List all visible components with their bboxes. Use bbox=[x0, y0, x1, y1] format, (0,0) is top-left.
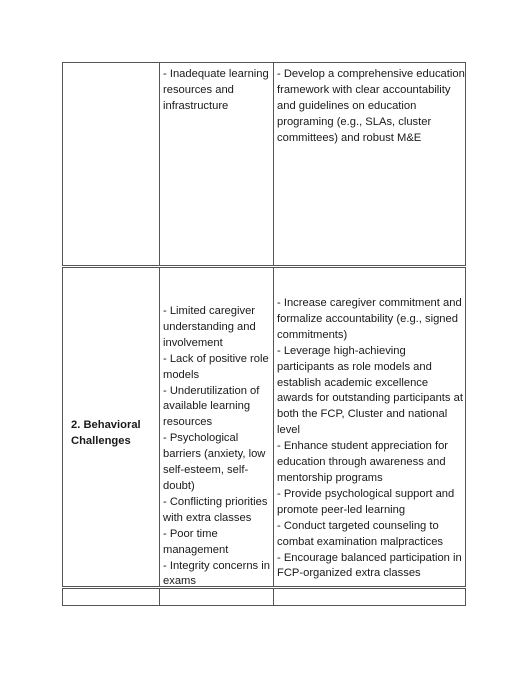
strategies-cell bbox=[274, 589, 466, 605]
strategies-text: - Develop a comprehensive education framework with clear accountability and guidelines on education programing (e.g., SLAs, cluster committees) and robust M&E bbox=[277, 68, 465, 144]
category-cell bbox=[62, 268, 160, 586]
category-label bbox=[63, 63, 159, 213]
category-label: 2. Behavioral Challenges bbox=[71, 419, 141, 447]
category-cell bbox=[62, 589, 160, 605]
strategies-cell bbox=[274, 268, 466, 586]
challenges-table bbox=[62, 62, 466, 606]
challenges-text: - Limited caregiver understanding and involvement - Lack of positive role models - Underutilization of available learning resources - Psychological barriers (anxiety, low self-esteem, self- doubt) - Conflicting priorities with extra classes - Poor time management - Integrity concerns in exams bbox=[163, 305, 270, 588]
table-row bbox=[62, 268, 466, 586]
challenges-text: - Inadequate learning resources and infrastructure bbox=[163, 68, 269, 112]
challenges-cell bbox=[160, 589, 274, 605]
strategies-cell bbox=[274, 63, 466, 265]
category-cell bbox=[62, 63, 160, 265]
strategies-text: - Increase caregiver commitment and formalize accountability (e.g., signed commitments) - Leverage high-achieving participants as role models and establish academic excellence awards for outstanding participants at both the FCP, Cluster and national level - Enhance student appreciation for education through awareness and mentorship programs - Provide psychological support and promote peer-led learning - Conduct targeted counseling to combat examination malpractices - Encourage balanced participation in FCP-organized extra classes bbox=[277, 297, 463, 580]
table-row bbox=[62, 589, 466, 606]
challenges-cell bbox=[160, 268, 274, 586]
table-row bbox=[62, 62, 466, 265]
challenges-cell bbox=[160, 63, 274, 265]
